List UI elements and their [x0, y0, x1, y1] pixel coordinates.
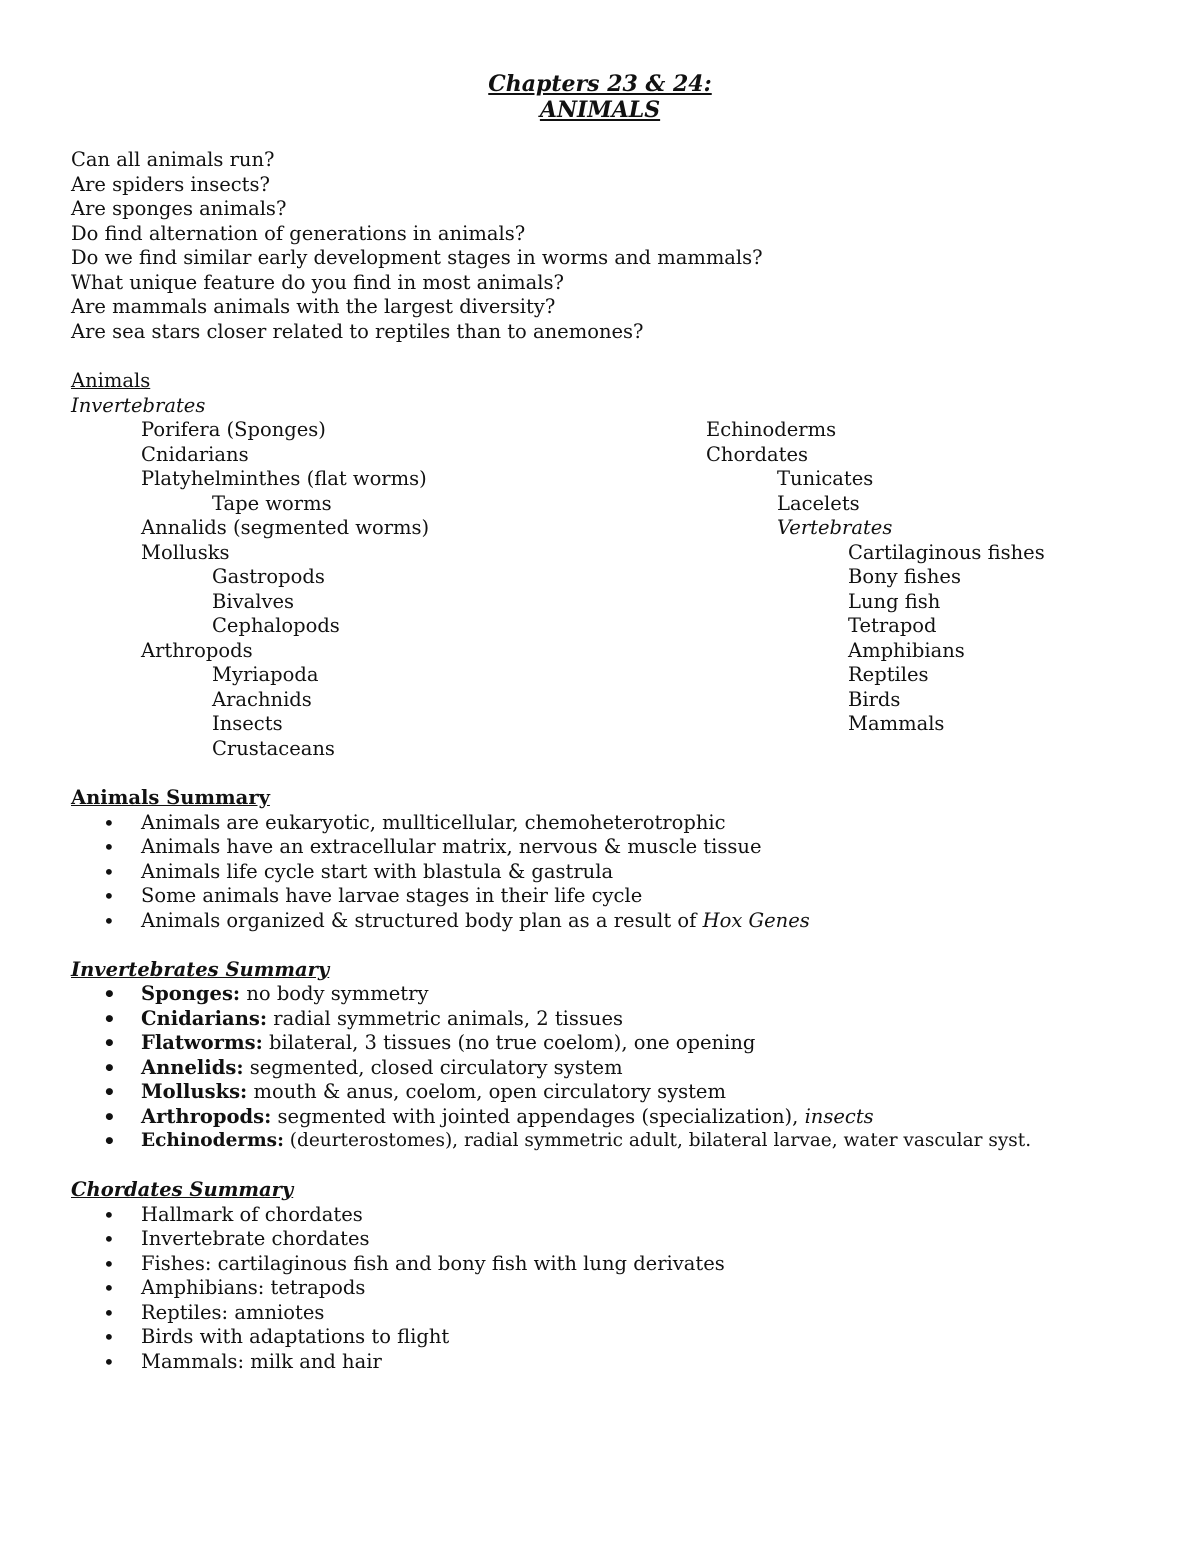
bullet: •	[103, 1227, 115, 1251]
bullet: •	[103, 1080, 116, 1104]
outline-subitem: Tunicates	[777, 467, 874, 490]
outline-heading: Animals	[71, 369, 151, 392]
outline-subitem: Arachnids	[212, 688, 312, 711]
list-item-text: Animals organized & structured body plan as a result of	[141, 909, 703, 932]
list-item: Animals are eukaryotic, mullticellular, chemoheterotrophic	[141, 811, 726, 834]
question-item: Are spiders insects?	[71, 173, 270, 196]
outline-invertebrates-label: Invertebrates	[71, 394, 206, 417]
question-item: Are sea stars closer related to reptiles than to anemones?	[71, 320, 644, 343]
insects-term: insects	[804, 1105, 874, 1128]
list-item	[141, 982, 428, 1007]
list-item-term: Echinoderms:	[141, 1130, 284, 1151]
list-item-term: Flatworms:	[141, 1031, 263, 1054]
outline-subitem: Mammals	[848, 712, 945, 735]
bullet: •	[103, 982, 116, 1006]
outline-item: Mollusks	[141, 541, 230, 564]
bullet: •	[103, 1031, 116, 1055]
list-item: Mammals: milk and hair	[141, 1350, 382, 1373]
list-item: Some animals have larvae stages in their life cycle	[141, 884, 643, 907]
title-line-1: Chapters 23 & 24:	[488, 71, 712, 97]
list-item-desc: bilateral, 3 tissues (no true coelom), one opening	[262, 1031, 756, 1054]
outline-item: Chordates	[706, 443, 809, 466]
list-item	[141, 1056, 623, 1081]
list-item-term: Cnidarians:	[141, 1007, 268, 1030]
question-item: Do we find similar early development stages in worms and mammals?	[71, 246, 763, 269]
outline-subitem: Insects	[212, 712, 283, 735]
bullet: •	[103, 884, 115, 908]
hox-genes-term: Hox Genes	[702, 909, 810, 932]
outline-subitem: Amphibians	[848, 639, 965, 662]
list-item-desc: no body symmetry	[240, 982, 429, 1005]
list-item-term: Mollusks:	[141, 1080, 248, 1103]
list-item: Reptiles: amniotes	[141, 1301, 325, 1324]
list-item-term: Sponges:	[141, 982, 241, 1005]
animals-summary-heading: Animals Summary	[71, 786, 270, 809]
list-item: Birds with adaptations to flight	[141, 1325, 450, 1348]
bullet: •	[103, 860, 115, 884]
question-item: Do find alternation of generations in animals?	[71, 222, 526, 245]
bullet: •	[103, 1007, 116, 1031]
list-item	[141, 1007, 623, 1032]
outline-subitem: Myriapoda	[212, 663, 319, 686]
outline-subitem: Gastropods	[212, 565, 325, 588]
bullet: •	[103, 1276, 115, 1300]
outline-subitem: Cartilaginous fishes	[848, 541, 1045, 564]
list-item	[141, 1105, 874, 1130]
list-item	[141, 1080, 726, 1105]
outline-subitem: Bony fishes	[848, 565, 961, 588]
outline-item: Cnidarians	[141, 443, 249, 466]
list-item-desc: mouth & anus, coelom, open circulatory system	[247, 1080, 726, 1103]
outline-item: Arthropods	[141, 639, 253, 662]
chordates-summary-heading: Chordates Summary	[71, 1178, 294, 1201]
list-item-term: Annelids:	[141, 1056, 244, 1079]
list-item	[141, 1031, 755, 1056]
list-item: Animals have an extracellular matrix, nervous & muscle tissue	[141, 835, 762, 858]
title-line-2: ANIMALS	[539, 97, 661, 123]
bullet: •	[103, 909, 115, 933]
list-item-desc: radial symmetric animals, 2 tissues	[267, 1007, 624, 1030]
outline-item: Annalids (segmented worms)	[141, 516, 430, 539]
bullet: •	[103, 1301, 115, 1325]
outline-subitem: Lung fish	[848, 590, 941, 613]
bullet: •	[103, 1203, 115, 1227]
outline-subitem: Birds	[848, 688, 901, 711]
outline-subitem: Tetrapod	[848, 614, 937, 637]
list-item: Invertebrate chordates	[141, 1227, 370, 1250]
bullet: •	[103, 835, 115, 859]
list-item-desc: segmented, closed circulatory system	[243, 1056, 623, 1079]
outline-item: Porifera (Sponges)	[141, 418, 326, 441]
outline-item: Echinoderms	[706, 418, 837, 441]
bullet: •	[103, 1350, 115, 1374]
list-item: Amphibians: tetrapods	[141, 1276, 366, 1299]
outline-subitem: Tape worms	[212, 492, 332, 515]
list-item-term: Arthropods:	[141, 1105, 272, 1128]
question-item: Are sponges animals?	[71, 197, 287, 220]
outline-subitem: Crustaceans	[212, 737, 335, 760]
bullet: •	[103, 1252, 115, 1276]
question-item: Are mammals animals with the largest diversity?	[71, 295, 556, 318]
bullet: •	[103, 811, 115, 835]
list-item	[141, 1129, 1031, 1154]
invertebrates-summary-heading: Invertebrates Summary	[71, 958, 330, 981]
outline-subitem: Lacelets	[777, 492, 860, 515]
list-item-desc: segmented with jointed appendages (specialization),	[271, 1105, 805, 1128]
bullet: •	[103, 1325, 115, 1349]
outline-subitem: Cephalopods	[212, 614, 340, 637]
outline-subitem: Reptiles	[848, 663, 929, 686]
list-item: Fishes: cartilaginous fish and bony fish with lung derivates	[141, 1252, 725, 1275]
bullet: •	[103, 1105, 116, 1129]
outline-vertebrates-label: Vertebrates	[777, 516, 893, 539]
outline-subitem: Bivalves	[212, 590, 295, 613]
bullet: •	[103, 1056, 116, 1080]
question-item: What unique feature do you find in most animals?	[71, 271, 564, 294]
outline-item: Platyhelminthes (flat worms)	[141, 467, 427, 490]
bullet: •	[103, 1129, 116, 1153]
question-item: Can all animals run?	[71, 148, 275, 171]
list-item: Animals life cycle start with blastula & gastrula	[141, 860, 614, 883]
list-item	[141, 909, 810, 934]
list-item: Hallmark of chordates	[141, 1203, 363, 1226]
list-item-desc: (deurterostomes), radial symmetric adult, bilateral larvae, water vascular syst.	[283, 1130, 1032, 1151]
